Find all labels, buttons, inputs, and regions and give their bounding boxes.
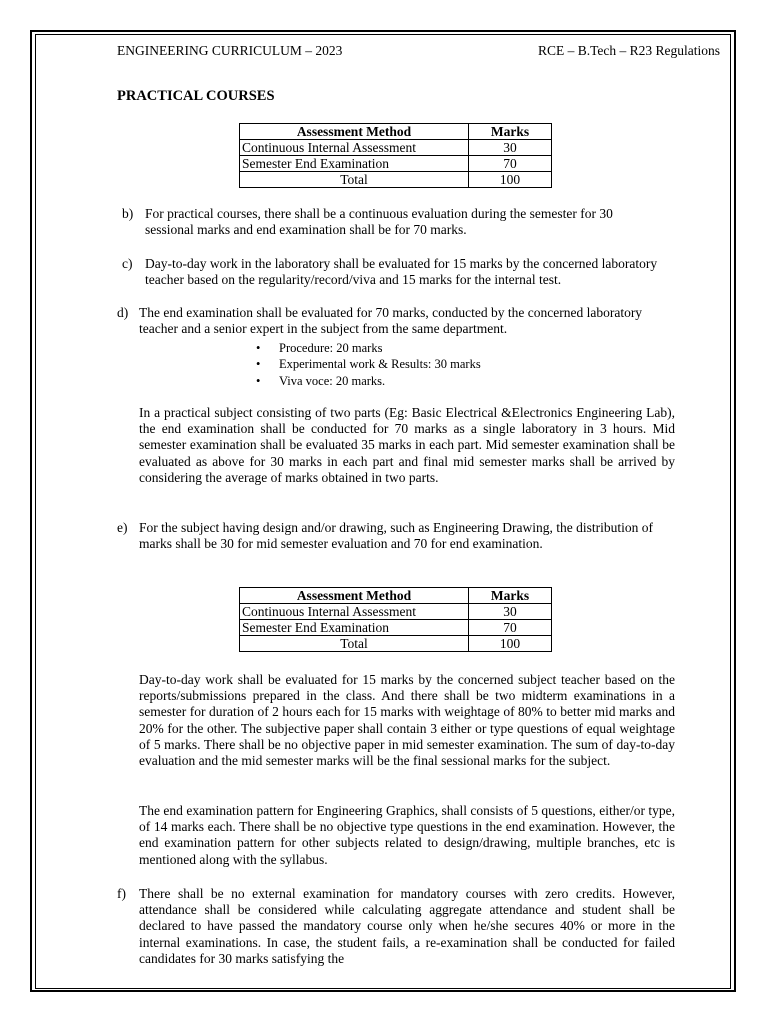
cell-method: Total <box>240 636 469 652</box>
cell-method: Total <box>240 172 469 188</box>
bullet-icon: • <box>256 341 261 355</box>
cell-marks: 30 <box>469 140 552 156</box>
item-label-e: e) <box>117 520 128 535</box>
paragraph-day-to-day: Day-to-day work shall be evaluated for 15 marks by the concerned subject teacher based on the reports/submissions prepared in the class. And there shall be two midterm examinations in a semester for duration of 2 hours each for 15 marks with weightage of 80% to better mid marks and 20% for the other. The subjective paper shall contain 3 either or type questions of equal weightage of 5 marks. There shall be no objective paper in mid semester examination. The sum of day-to-day evaluation and the mid semester marks will be the final sessional marks for the subject. <box>139 672 675 769</box>
table-header-row <box>240 124 552 140</box>
bullet-icon: • <box>256 373 261 388</box>
column-header-method: Assessment Method <box>240 588 469 604</box>
table-row-total <box>240 636 552 652</box>
list-item: • Experimental work & Results: 30 marks <box>256 357 481 372</box>
cell-marks: 30 <box>469 604 552 620</box>
assessment-table-practical <box>239 123 552 188</box>
item-text-c: Day-to-day work in the laboratory shall be evaluated for 15 marks by the concerned laboratory teacher based on the regularity/record/viva and 15 marks for the internal test. <box>145 256 658 288</box>
list-item: • Viva voce: 20 marks. <box>256 373 386 388</box>
bullet-icon: • <box>256 357 261 372</box>
table-row <box>240 620 552 636</box>
paragraph-end-exam: The end examination pattern for Engineering Graphics, shall consists of 5 questions, either/or type, of 14 marks each. There shall be no objective type questions in the end examination. However, the end examination pattern for other subjects related to design/drawing, multiple branches, etc is mentioned along with the syllabus. <box>139 803 675 867</box>
item-label-d: d) <box>117 305 129 320</box>
cell-marks: 100 <box>469 172 552 188</box>
item-text-b: For practical courses, there shall be a continuous evaluation during the semester for 30 sessional marks and end examination shall be for 70 marks. <box>145 206 613 238</box>
assessment-table-drawing <box>239 587 552 652</box>
cell-marks: 70 <box>469 156 552 172</box>
table-row-total <box>240 172 552 188</box>
header-regulations: RCE – B.Tech – R23 Regulations <box>537 43 720 58</box>
item-text-f: There shall be no external examination for mandatory courses with zero credits. However, attendance shall be considered while calculating aggregate attendance and student shall be declared to have passed the mandatory course only when he/she secures 40% or more in the internal examinations. In case, the student fails, a re-examination shall be conducted for failed candidates for 30 marks satisfying the <box>139 886 675 966</box>
item-label-f: f) <box>117 886 126 901</box>
section-title: PRACTICAL COURSES <box>117 88 275 104</box>
bullet-list-marks <box>256 340 481 389</box>
column-header-marks: Marks <box>469 124 552 140</box>
cell-method: Continuous Internal Assessment <box>240 604 469 620</box>
item-text-e: For the subject having design and/or drawing, such as Engineering Drawing, the distribution of marks shall be 30 for mid semester evaluation and 70 for end examination. <box>139 520 654 552</box>
item-label-b: b) <box>122 206 134 221</box>
column-header-method: Assessment Method <box>240 124 469 140</box>
cell-method: Continuous Internal Assessment <box>240 140 469 156</box>
column-header-marks: Marks <box>469 588 552 604</box>
cell-marks: 100 <box>469 636 552 652</box>
item-text-d: The end examination shall be evaluated for 70 marks, conducted by the concerned laboratory teacher and a senior expert in the subject from the same department. <box>139 305 643 337</box>
table-row <box>240 140 552 156</box>
table-header-row <box>240 588 552 604</box>
cell-marks: 70 <box>469 620 552 636</box>
header-curriculum: ENGINEERING CURRICULUM – 2023 <box>117 43 343 58</box>
table-row <box>240 604 552 620</box>
list-item: • Procedure: 20 marks <box>256 341 383 355</box>
cell-method: Semester End Examination <box>240 620 469 636</box>
cell-method: Semester End Examination <box>240 156 469 172</box>
item-label-c: c) <box>122 256 133 271</box>
table-row <box>240 156 552 172</box>
paragraph-two-parts: In a practical subject consisting of two parts (Eg: Basic Electrical &Electronics Engineering Lab), the end examination shall be conducted for 70 marks as a single laboratory in 3 hours. Mid semester examination shall be evaluated 35 marks in each part. Mid semester examination shall be evaluated as above for 30 marks in each part and final mid semester marks shall be arrived by considering the average of marks obtained in two parts. <box>139 405 675 485</box>
